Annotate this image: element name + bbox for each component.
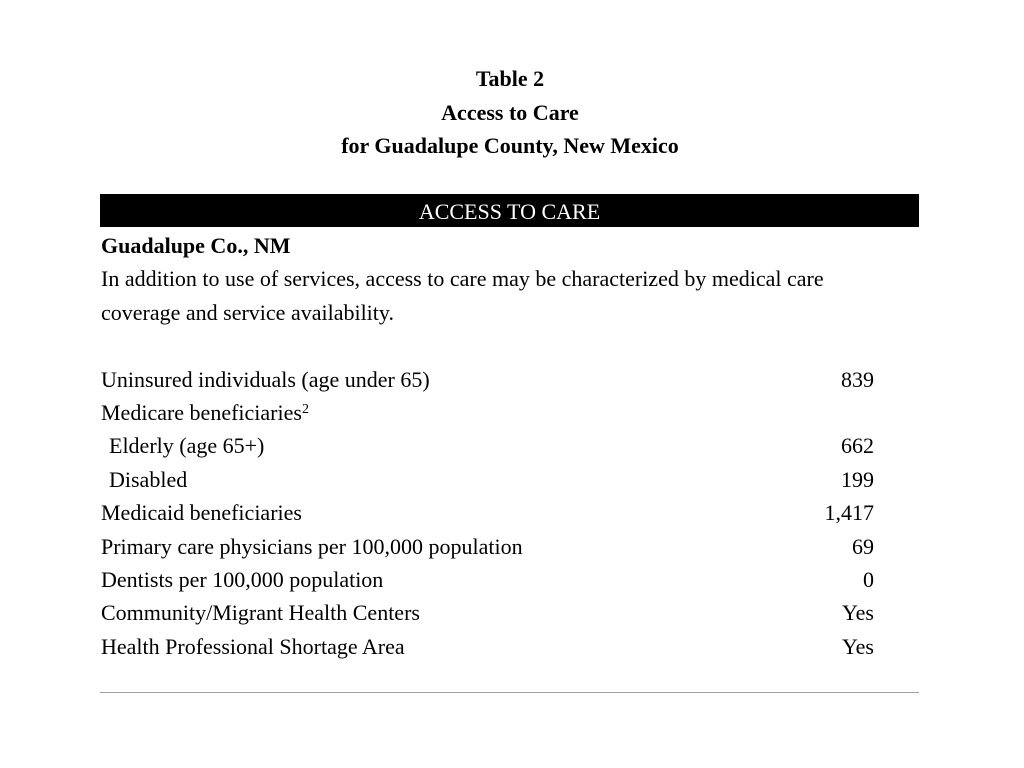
table-number: Table 2 bbox=[475, 66, 545, 91]
footnote-marker: 2 bbox=[301, 402, 309, 417]
row-value: 839 bbox=[841, 366, 874, 392]
row-value: 1,417 bbox=[824, 500, 874, 526]
row-label: Dentists per 100,000 population bbox=[101, 566, 384, 592]
row-value: Yes bbox=[841, 633, 874, 659]
table-title bbox=[0, 62, 1020, 163]
county-name: Guadalupe Co., NM bbox=[101, 233, 291, 258]
table-row-dentists bbox=[101, 563, 874, 596]
table-row-elderly bbox=[101, 429, 874, 462]
table-row-shortage-area bbox=[101, 630, 874, 663]
table-row-medicare bbox=[101, 396, 874, 429]
table-row-health-centers bbox=[101, 596, 874, 629]
table-row-medicaid bbox=[101, 496, 874, 529]
row-value: 69 bbox=[852, 533, 874, 559]
row-label: Medicare beneficiaries bbox=[101, 400, 302, 425]
table-body bbox=[101, 229, 921, 663]
row-label: Uninsured individuals (age under 65) bbox=[101, 366, 430, 392]
row-label: Disabled bbox=[109, 466, 188, 492]
row-value: 199 bbox=[841, 466, 874, 492]
row-value: 662 bbox=[841, 433, 874, 459]
row-value: 0 bbox=[863, 566, 874, 592]
table-heading: Access to Care bbox=[441, 99, 579, 125]
row-label: Health Professional Shortage Area bbox=[101, 633, 405, 659]
table-row-uninsured bbox=[101, 363, 874, 396]
row-label: Primary care physicians per 100,000 population bbox=[101, 533, 523, 559]
table-row-physicians bbox=[101, 530, 874, 563]
table-subheading: for Guadalupe County, New Mexico bbox=[341, 133, 679, 158]
spacer bbox=[101, 329, 921, 362]
row-label: Community/Migrant Health Centers bbox=[101, 600, 420, 626]
row-label-medicare bbox=[101, 396, 309, 429]
bottom-divider bbox=[100, 692, 919, 693]
section-header-bar: ACCESS TO CARE bbox=[100, 194, 919, 227]
table-row-disabled bbox=[101, 463, 874, 496]
row-label: Elderly (age 65+) bbox=[109, 433, 265, 459]
intro-text: In addition to use of services, access to care may be characterized by medical care coverage and service availability. bbox=[101, 266, 824, 325]
row-label: Medicaid beneficiaries bbox=[101, 500, 302, 526]
row-value: Yes bbox=[841, 600, 874, 626]
